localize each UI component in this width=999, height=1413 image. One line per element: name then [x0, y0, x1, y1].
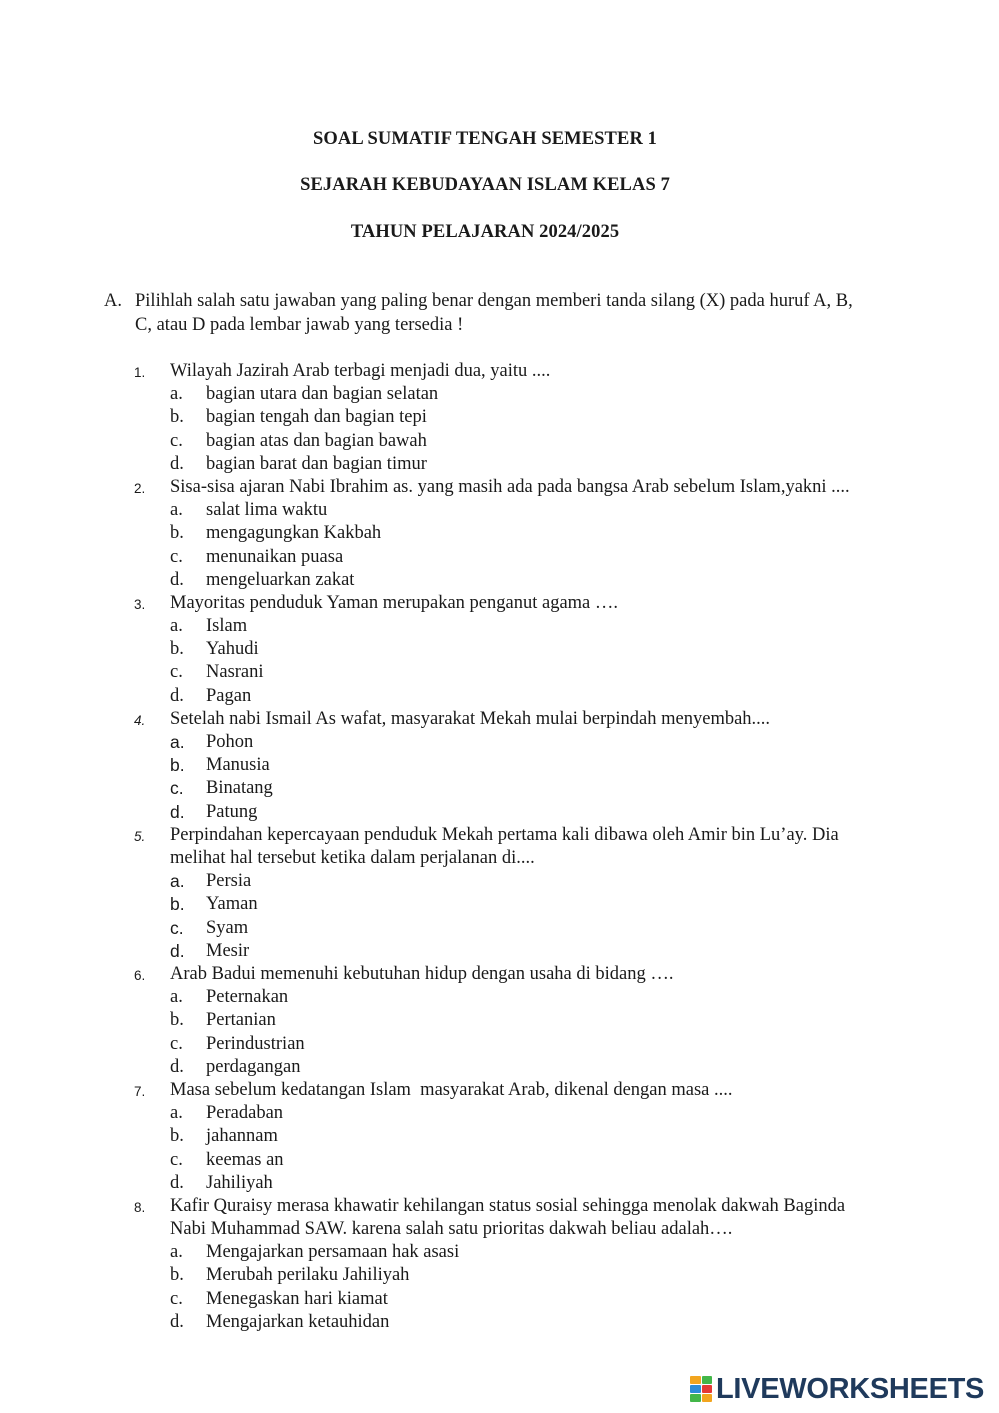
option-letter: d. — [170, 685, 184, 706]
subject-title: SEJARAH KEBUDAYAAN ISLAM KELAS 7 — [300, 175, 670, 195]
option-c[interactable] — [0, 661, 999, 684]
option-text: Persia — [206, 871, 252, 892]
option-a[interactable] — [0, 615, 999, 638]
instruction-text: Pilihlah salah satu jawaban yang paling benar dengan memberi tanda silang (X) pada huruf A, B, C, atau D pada lembar jawab yang tersedia ! — [135, 291, 853, 335]
option-text: jahannam — [206, 1126, 278, 1147]
option-letter: c. — [170, 430, 183, 451]
option-text: Merubah perilaku Jahiliyah — [206, 1265, 410, 1286]
question-number: 5. — [134, 828, 146, 844]
option-letter: a. — [170, 987, 183, 1008]
option-a[interactable] — [0, 870, 999, 893]
option-text: Patung — [206, 801, 258, 822]
option-text: Pertanian — [206, 1010, 276, 1031]
liveworksheets-logo[interactable] — [690, 1374, 984, 1404]
question-text: Mayoritas penduduk Yaman merupakan penganut agama …. — [170, 592, 619, 613]
option-b[interactable] — [0, 754, 999, 777]
option-text: bagian barat dan bagian timur — [206, 453, 427, 474]
option-text: keemas an — [206, 1149, 284, 1170]
option-b[interactable] — [0, 406, 999, 429]
question-7 — [0, 1079, 999, 1195]
option-a[interactable] — [0, 1102, 999, 1125]
option-text: Mengajarkan persamaan hak asasi — [206, 1242, 460, 1263]
question-number: 8. — [134, 1199, 146, 1215]
question-8 — [0, 1195, 999, 1334]
option-d[interactable] — [0, 1056, 999, 1079]
option-b[interactable] — [0, 1009, 999, 1032]
option-letter: d. — [170, 1056, 184, 1077]
option-b[interactable] — [0, 522, 999, 545]
option-b[interactable] — [0, 1264, 999, 1287]
option-d[interactable] — [0, 685, 999, 708]
question-2 — [0, 476, 999, 592]
question-6 — [0, 963, 999, 1079]
option-text: Syam — [206, 917, 249, 938]
question-number: 3. — [134, 596, 146, 612]
option-letter: d. — [170, 1172, 184, 1193]
option-letter: b. — [170, 1010, 184, 1031]
option-text: perdagangan — [206, 1056, 301, 1077]
option-text: bagian utara dan bagian selatan — [206, 384, 439, 405]
option-b[interactable] — [0, 638, 999, 661]
option-letter: d. — [170, 1311, 184, 1332]
option-text: Jahiliyah — [206, 1172, 273, 1193]
question-1 — [0, 360, 999, 476]
question-number: 6. — [134, 967, 146, 983]
option-letter: d. — [170, 940, 185, 961]
option-b[interactable] — [0, 1125, 999, 1148]
option-b[interactable] — [0, 893, 999, 916]
option-text: Islam — [206, 616, 248, 637]
logo-text: LIVEWORKSHEETS — [716, 1372, 985, 1405]
question-3 — [0, 592, 999, 708]
option-letter: b. — [170, 755, 185, 776]
option-letter: c. — [170, 1149, 183, 1170]
question-text: Masa sebelum kedatangan Islam masyarakat Arab, dikenal dengan masa .... — [170, 1079, 733, 1100]
liveworksheets-logo-icon — [690, 1376, 712, 1402]
option-text: Peternakan — [206, 987, 289, 1008]
option-c[interactable] — [0, 1033, 999, 1056]
option-letter: c. — [170, 917, 184, 938]
option-letter: d. — [170, 569, 184, 590]
option-letter: c. — [170, 546, 183, 567]
option-text: Pagan — [206, 685, 252, 706]
option-letter: b. — [170, 407, 184, 428]
option-c[interactable] — [0, 777, 999, 800]
option-c[interactable] — [0, 430, 999, 453]
option-letter: a. — [170, 1242, 183, 1263]
option-text: menunaikan puasa — [206, 546, 344, 567]
section-instruction — [104, 289, 864, 337]
option-c[interactable] — [0, 917, 999, 940]
question-text: Setelah nabi Ismail As wafat, masyarakat Mekah mulai berpindah menyembah.... — [170, 708, 771, 729]
question-4 — [0, 708, 999, 824]
option-d[interactable] — [0, 801, 999, 824]
option-d[interactable] — [0, 1172, 999, 1195]
question-text: Kafir Quraisy merasa khawatir kehilangan status sosial sehingga menolak dakwah Baginda Nabi Muhammad SAW. karena salah satu prioritas dakwah beliau adalah…. — [170, 1195, 846, 1240]
option-text: bagian tengah dan bagian tepi — [206, 407, 427, 428]
option-text: Yaman — [206, 894, 258, 915]
option-letter: a. — [170, 384, 183, 405]
option-text: mengagungkan Kakbah — [206, 523, 382, 544]
option-letter: c. — [170, 1033, 183, 1054]
option-a[interactable] — [0, 499, 999, 522]
option-letter: b. — [170, 523, 184, 544]
option-a[interactable] — [0, 1241, 999, 1264]
option-letter: a. — [170, 616, 183, 637]
exam-title: SOAL SUMATIF TENGAH SEMESTER 1 — [313, 129, 657, 149]
question-number: 7. — [134, 1083, 146, 1099]
question-text: Sisa-sisa ajaran Nabi Ibrahim as. yang masih ada pada bangsa Arab sebelum Islam,yakni .... — [170, 476, 850, 497]
option-d[interactable] — [0, 940, 999, 963]
option-letter: a. — [170, 871, 185, 892]
question-text: Arab Badui memenuhi kebutuhan hidup dengan usaha di bidang …. — [170, 963, 674, 984]
option-letter: b. — [170, 894, 185, 915]
option-letter: c. — [170, 778, 184, 799]
option-letter: b. — [170, 1126, 184, 1147]
option-letter: c. — [170, 662, 183, 683]
option-text: Yahudi — [206, 639, 259, 660]
option-d[interactable] — [0, 453, 999, 476]
option-text: salat lima waktu — [206, 500, 328, 521]
option-text: Perindustrian — [206, 1033, 305, 1054]
question-text: Perpindahan kepercayaan penduduk Mekah pertama kali dibawa oleh Amir bin Lu’ay. Dia melihat hal tersebut ketika dalam perjalanan di.... — [170, 824, 839, 869]
question-list — [0, 360, 999, 1334]
option-text: bagian atas dan bagian bawah — [206, 430, 427, 451]
option-d[interactable] — [0, 1311, 999, 1334]
question-number: 1. — [134, 365, 146, 380]
option-text: mengeluarkan zakat — [206, 569, 355, 590]
option-letter: c. — [170, 1288, 183, 1309]
question-number: 4. — [134, 712, 146, 728]
option-c[interactable] — [0, 546, 999, 569]
option-a[interactable] — [0, 731, 999, 754]
question-number: 2. — [134, 480, 146, 496]
question-text: Wilayah Jazirah Arab terbagi menjadi dua, yaitu .... — [170, 361, 551, 381]
option-c[interactable] — [0, 1149, 999, 1172]
option-a[interactable] — [0, 986, 999, 1009]
option-text: Manusia — [206, 755, 270, 776]
option-d[interactable] — [0, 569, 999, 592]
option-text: Mengajarkan ketauhidan — [206, 1311, 390, 1332]
section-mark: A. — [104, 291, 122, 311]
option-text: Binatang — [206, 778, 273, 799]
option-letter: d. — [170, 801, 185, 822]
option-text: Nasrani — [206, 662, 264, 683]
option-text: Menegaskan hari kiamat — [206, 1288, 388, 1309]
option-letter: a. — [170, 732, 185, 753]
option-text: Mesir — [206, 940, 250, 961]
option-letter: a. — [170, 500, 183, 521]
school-year-title: TAHUN PELAJARAN 2024/2025 — [350, 222, 620, 242]
option-text: Pohon — [206, 732, 254, 753]
option-letter: d. — [170, 453, 184, 474]
question-5 — [0, 824, 999, 963]
option-text: Peradaban — [206, 1103, 284, 1124]
option-letter: b. — [170, 639, 184, 660]
option-a[interactable] — [0, 383, 999, 406]
option-letter: b. — [170, 1265, 184, 1286]
option-letter: a. — [170, 1103, 183, 1124]
option-c[interactable] — [0, 1288, 999, 1311]
